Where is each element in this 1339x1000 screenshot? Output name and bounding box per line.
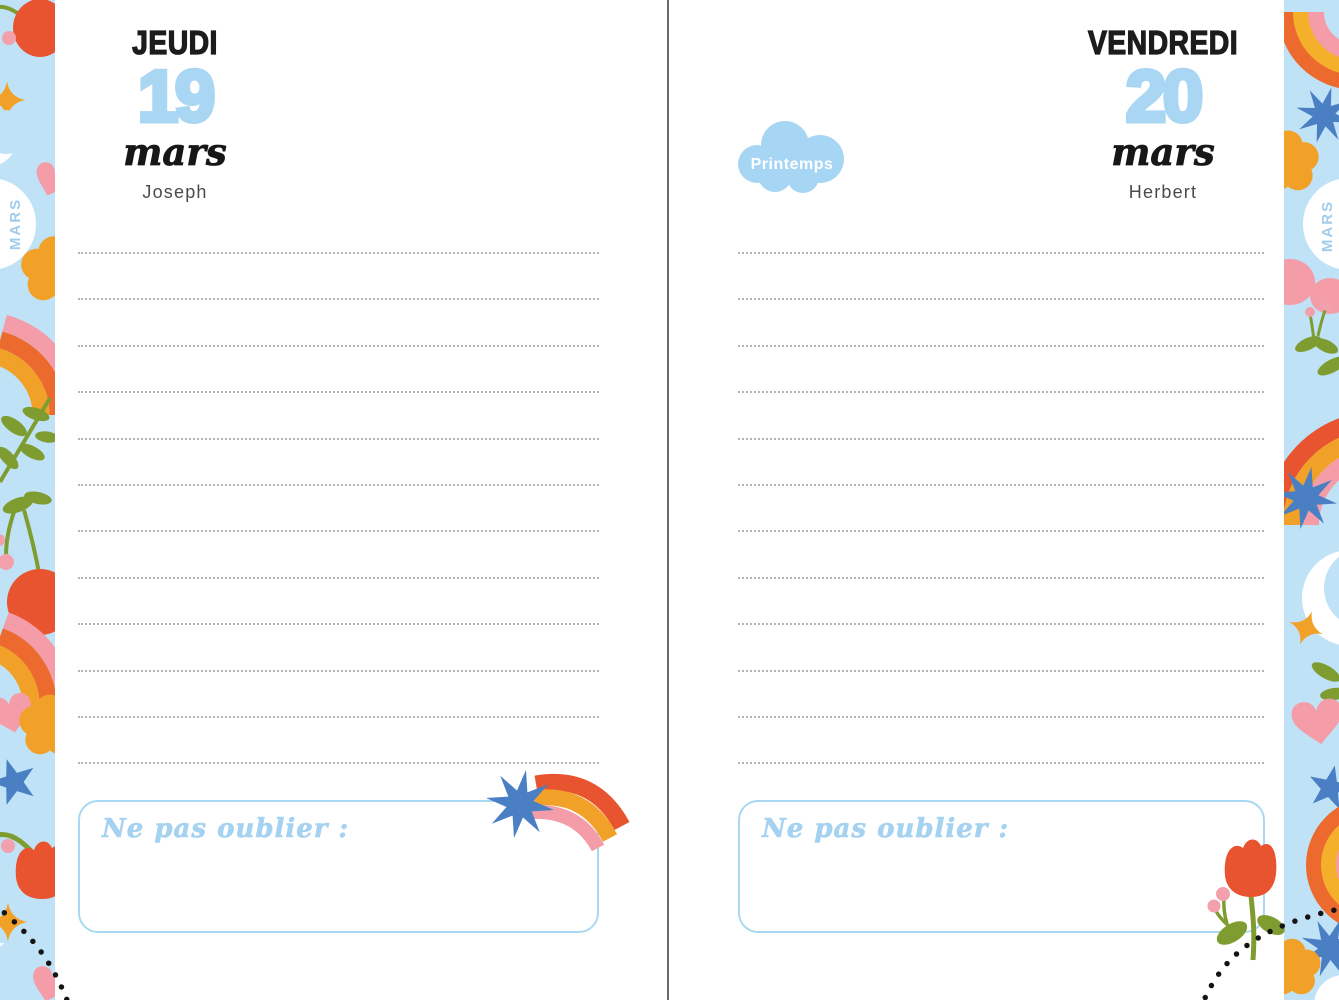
ruled-line[interactable]: [738, 577, 1264, 579]
day-number: 20: [1125, 57, 1201, 137]
reminder-label: Ne pas oublier :: [102, 814, 350, 844]
day-number: 19: [137, 57, 213, 137]
left-page-writing-area: [78, 252, 599, 809]
ruled-line[interactable]: [738, 670, 1264, 672]
left-page-header: [83, 0, 267, 203]
ruled-line[interactable]: [78, 438, 599, 440]
day-name: VENDREDI: [1087, 24, 1239, 61]
reminder-box[interactable]: [738, 800, 1265, 933]
month-tab-label: MARS: [1318, 199, 1336, 253]
ruled-line[interactable]: [78, 716, 599, 718]
ruled-line[interactable]: [78, 623, 599, 625]
season-badge-label: Printemps: [750, 156, 834, 173]
ruled-line[interactable]: [78, 298, 599, 300]
ruled-line[interactable]: [738, 623, 1264, 625]
month-name: mars: [1111, 130, 1215, 174]
ruled-line[interactable]: [78, 484, 599, 486]
ruled-line[interactable]: [78, 345, 599, 347]
ruled-line[interactable]: [78, 577, 599, 579]
ruled-line[interactable]: [738, 391, 1264, 393]
ruled-line[interactable]: [78, 391, 599, 393]
ruled-line[interactable]: [738, 762, 1264, 764]
ruled-line[interactable]: [738, 484, 1264, 486]
page-spine-divider: [667, 0, 669, 1000]
reminder-label: Ne pas oublier :: [762, 814, 1010, 844]
ruled-line[interactable]: [738, 530, 1264, 532]
ruled-line[interactable]: [78, 762, 599, 764]
right-decorative-border: [1284, 0, 1339, 1000]
ruled-line[interactable]: [78, 252, 599, 254]
ruled-line[interactable]: [738, 252, 1264, 254]
month-name: mars: [123, 130, 227, 174]
ruled-line[interactable]: [738, 345, 1264, 347]
ruled-line[interactable]: [78, 670, 599, 672]
saint-name: Herbert: [1128, 182, 1198, 202]
day-name: JEUDI: [132, 24, 218, 61]
month-tab-label: MARS: [6, 197, 24, 251]
ruled-line[interactable]: [738, 716, 1264, 718]
season-badge: [735, 117, 847, 193]
left-decorative-border: [0, 0, 55, 1000]
right-page-writing-area: [738, 252, 1264, 809]
reminder-box[interactable]: [78, 800, 599, 933]
ruled-line[interactable]: [738, 298, 1264, 300]
ruled-line[interactable]: [738, 438, 1264, 440]
right-page-header: [1068, 0, 1258, 203]
saint-name: Joseph: [142, 182, 208, 202]
ruled-line[interactable]: [78, 530, 599, 532]
